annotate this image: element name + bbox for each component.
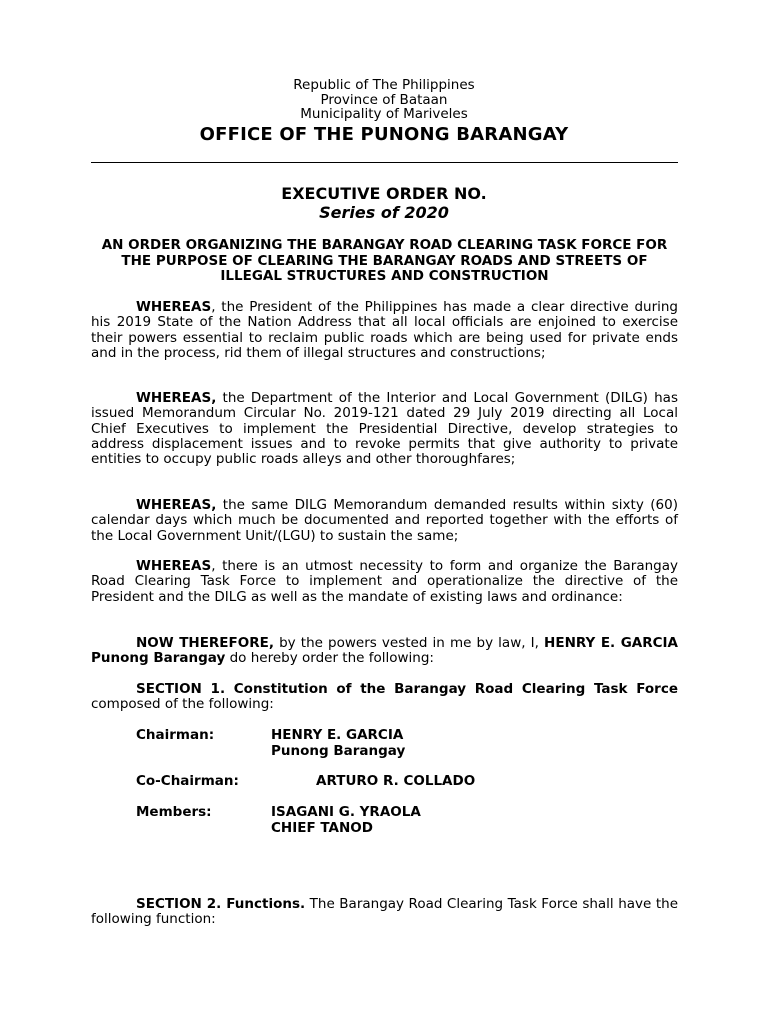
member-name: ISAGANI G. YRAOLA bbox=[271, 804, 421, 820]
whereas-lead: WHEREAS bbox=[136, 299, 212, 315]
province-line: Province of Bataan bbox=[320, 91, 448, 108]
chairman-title: Punong Barangay bbox=[271, 742, 406, 759]
now-therefore-text-1: by the powers vested in me by law, I, bbox=[273, 635, 545, 651]
now-therefore-text-2: do hereby order the following: bbox=[225, 650, 434, 667]
whereas-paragraph-3 bbox=[91, 498, 678, 544]
cochairman-label: Co-Chairman: bbox=[136, 773, 239, 789]
municipality-line: Municipality of Mariveles bbox=[300, 106, 468, 122]
header-divider bbox=[91, 162, 678, 163]
chairman-name: HENRY E. GARCIA bbox=[271, 727, 404, 743]
letterhead bbox=[0, 78, 768, 146]
cochairman-name: ARTURO R. COLLADO bbox=[316, 773, 476, 789]
section-1-heading: SECTION 1. Constitution of the Barangay Road Clearing Task Force bbox=[136, 681, 678, 697]
whereas-lead: WHEREAS, bbox=[136, 390, 217, 406]
section-2-paragraph bbox=[91, 897, 678, 928]
member-title: CHIEF TANOD bbox=[271, 819, 373, 836]
whereas-text: the same DILG Memorandum demanded results within sixty (60) calendar days which much be documented and reported together with the efforts of the Local Government Unit/(LGU) to sustain the same; bbox=[91, 497, 678, 544]
punong-barangay-name: HENRY E. GARCIA Punong Barangay bbox=[91, 635, 678, 667]
section-2-text: The Barangay Road Clearing Task Force shall have the following function: bbox=[91, 896, 678, 928]
order-title: AN ORDER ORGANIZING THE BARANGAY ROAD CLEARING TASK FORCE FOR THE PURPOSE OF CLEARING THE BARANGAY ROADS AND STREETS OF ILLEGAL STRUCTURES AND CONSTRUCTION bbox=[101, 237, 668, 284]
chairman-label: Chairman: bbox=[136, 727, 215, 743]
republic-line: Republic of The Philippines bbox=[293, 77, 475, 93]
section-1-paragraph bbox=[91, 682, 678, 713]
now-therefore-lead: NOW THEREFORE, bbox=[136, 635, 274, 651]
whereas-text: , there is an utmost necessity to form and organize the Barangay Road Clearing Task Force to implement and operationalize the directive of the President and the DILG as well as the mandate of existing laws and ordinance: bbox=[91, 558, 678, 605]
whereas-paragraph-4 bbox=[91, 559, 678, 605]
office-title: OFFICE OF THE PUNONG BARANGAY bbox=[199, 123, 569, 145]
members-label: Members: bbox=[136, 804, 212, 820]
executive-order-number: EXECUTIVE ORDER NO. bbox=[281, 184, 487, 203]
whereas-lead: WHEREAS bbox=[136, 558, 212, 574]
whereas-text: , the President of the Philippines has made a clear directive during his 2019 State of the Nation Address that all local officials are enjoined to exercise their powers essential to reclaim public roads which are being used for private ends and in the process, rid them of illegal structures and constructions; bbox=[91, 299, 678, 361]
section-2-heading: SECTION 2. Functions. bbox=[136, 896, 306, 912]
executive-order-series: Series of 2020 bbox=[319, 203, 449, 222]
whereas-paragraph-2 bbox=[91, 391, 678, 467]
whereas-paragraph-1 bbox=[91, 300, 678, 361]
now-therefore-paragraph bbox=[91, 636, 678, 667]
whereas-text: the Department of the Interior and Local Government (DILG) has issued Memorandum Circular No. 2019-121 dated 29 July 2019 directing all Local Chief Executives to implement the Presidential Directive, develop strategies to address displacement issues and to revoke permits that give authority to private entities to occupy public roads alleys and other thoroughfares; bbox=[91, 390, 678, 468]
section-1-text: composed of the following: bbox=[91, 696, 274, 713]
executive-order-heading bbox=[0, 184, 768, 222]
whereas-lead: WHEREAS, bbox=[136, 497, 217, 513]
